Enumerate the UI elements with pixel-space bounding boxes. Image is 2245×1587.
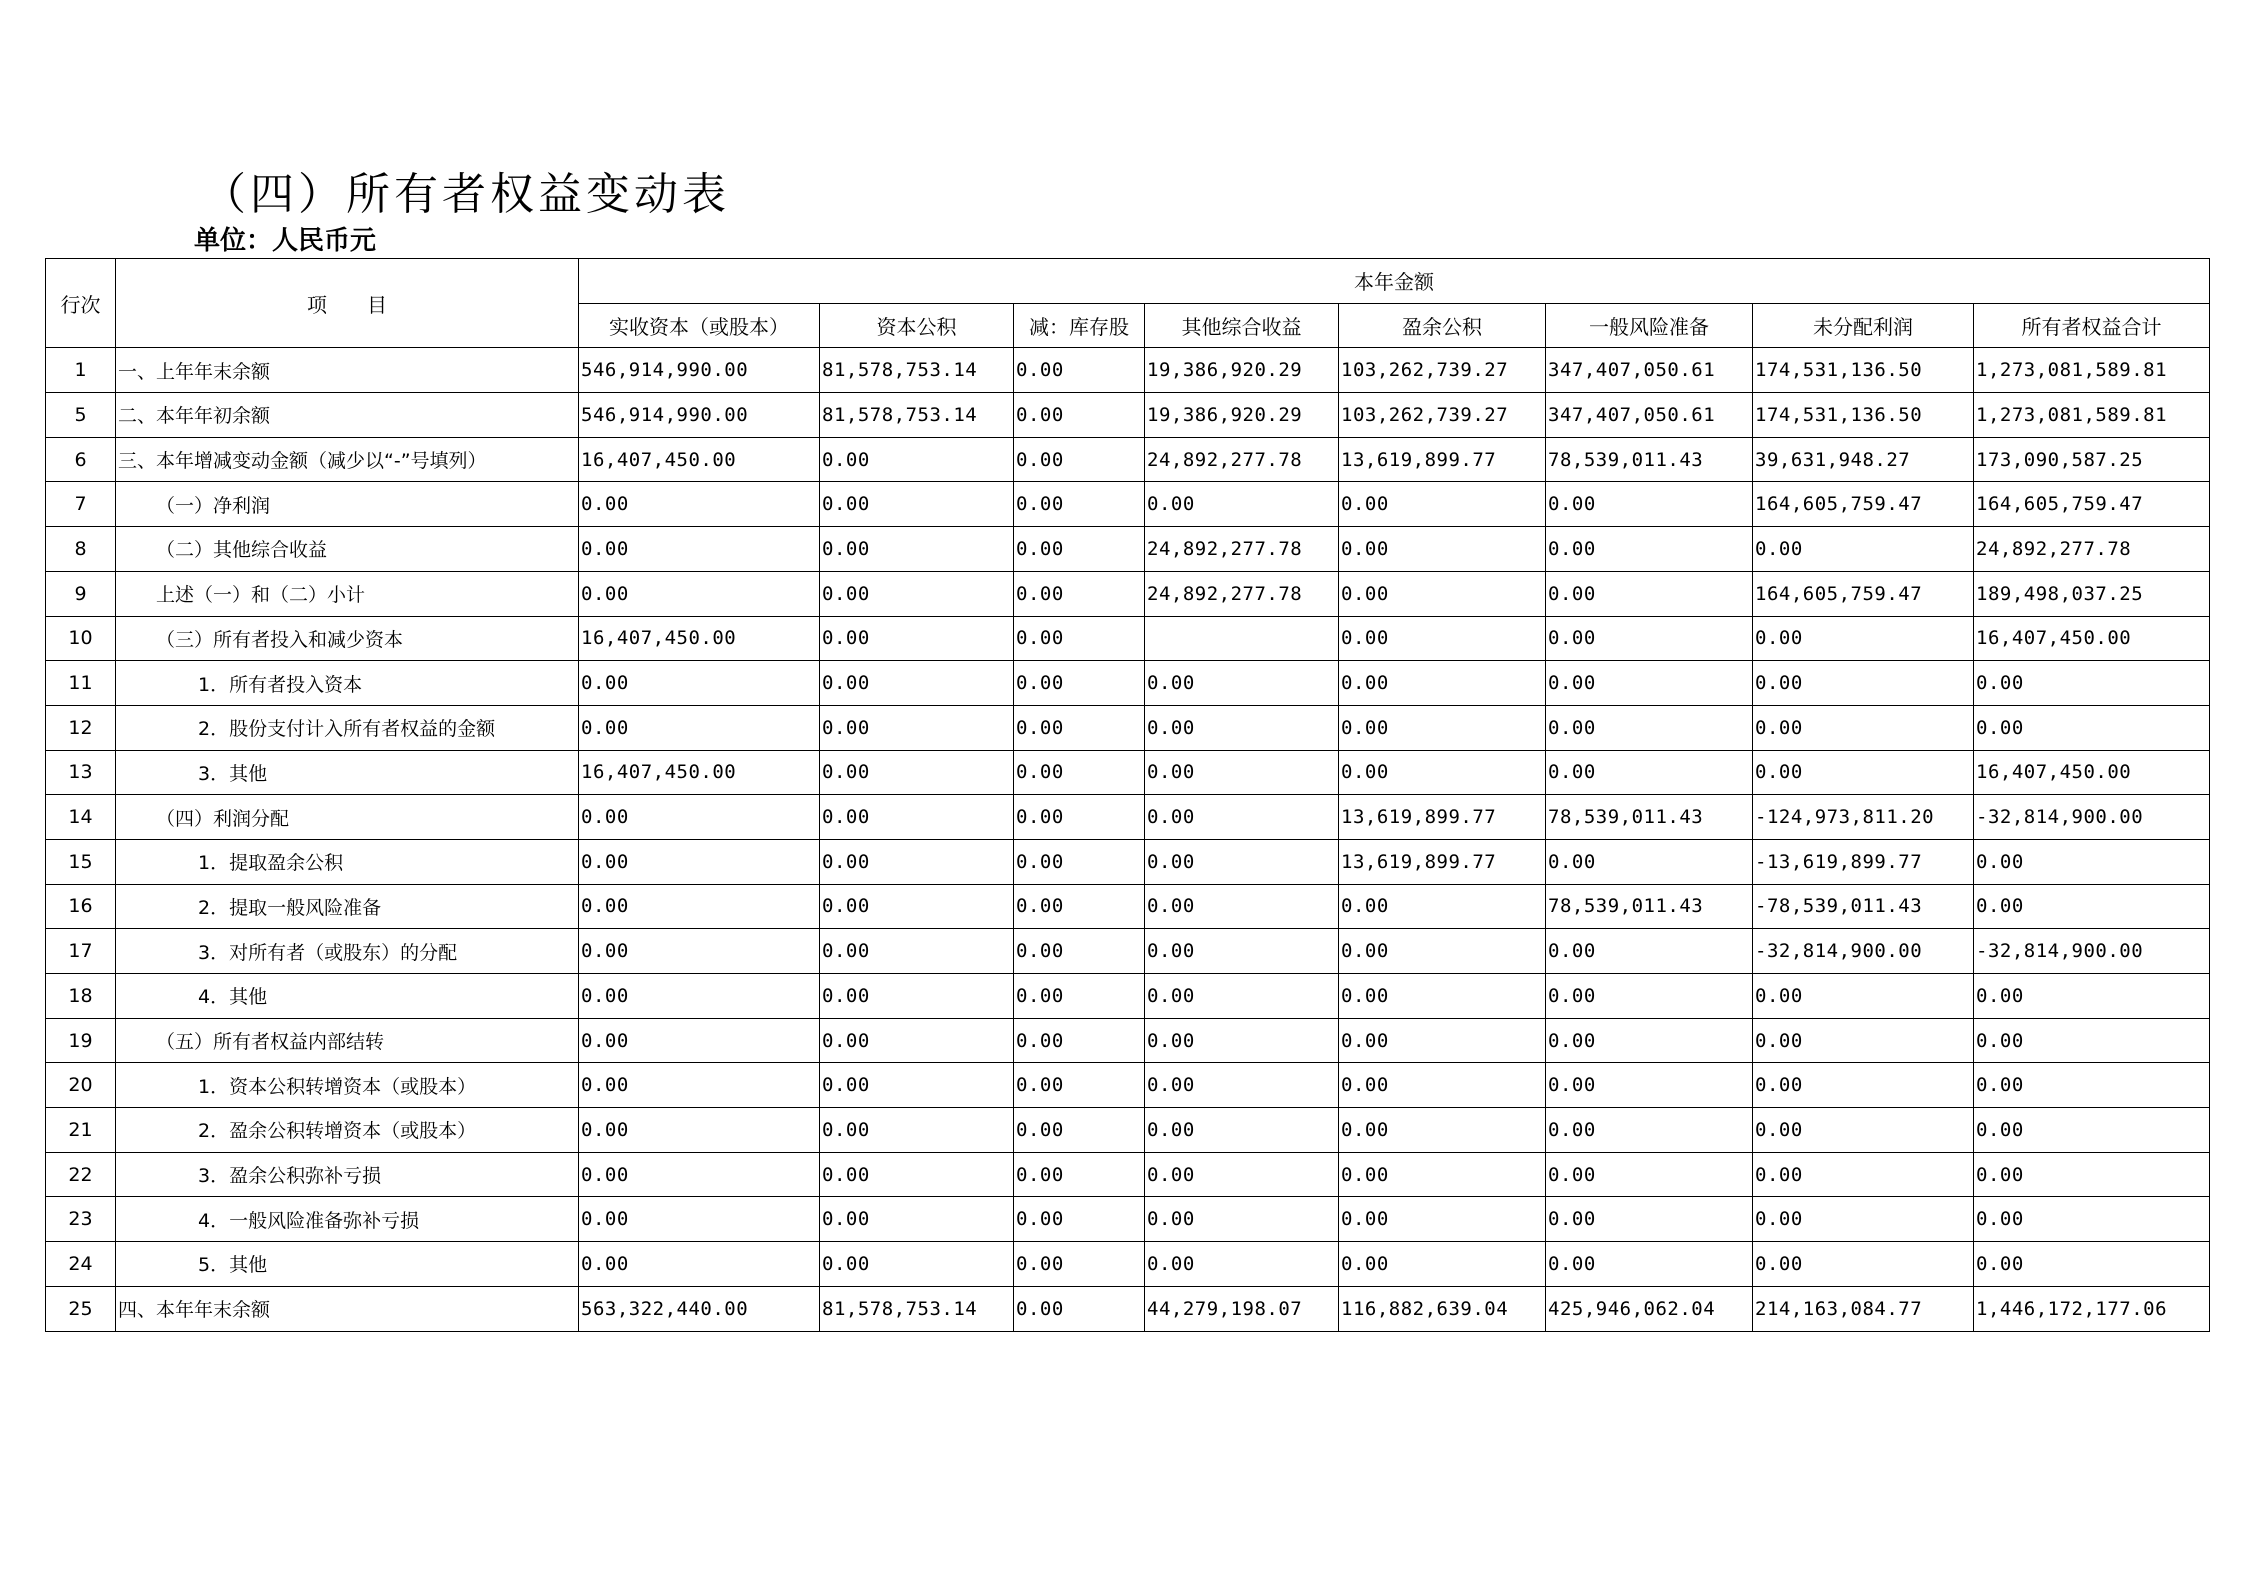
row-line-no: 1 — [46, 348, 116, 393]
cell-capital-reserve: 0.00 — [820, 795, 1014, 840]
row-line-no: 6 — [46, 437, 116, 482]
cell-total-equity: 1,273,081,589.81 — [1974, 393, 2210, 438]
cell-treasury-stock: 0.00 — [1014, 705, 1145, 750]
cell-capital-reserve: 0.00 — [820, 974, 1014, 1019]
cell-surplus-reserve: 0.00 — [1339, 974, 1546, 1019]
cell-general-risk-reserve: 0.00 — [1546, 974, 1753, 1019]
table-header — [46, 259, 2210, 348]
cell-surplus-reserve: 13,619,899.77 — [1339, 795, 1546, 840]
cell-capital-reserve: 0.00 — [820, 1152, 1014, 1197]
table-row — [46, 1242, 2210, 1287]
cell-undistributed-profit: 0.00 — [1753, 527, 1974, 572]
cell-capital-reserve: 0.00 — [820, 929, 1014, 974]
cell-paid-in-capital: 0.00 — [579, 1197, 820, 1242]
row-line-no: 17 — [46, 929, 116, 974]
cell-paid-in-capital: 16,407,450.00 — [579, 437, 820, 482]
cell-other-comprehensive-income: 0.00 — [1145, 705, 1339, 750]
cell-paid-in-capital: 0.00 — [579, 884, 820, 929]
cell-paid-in-capital: 0.00 — [579, 661, 820, 706]
cell-other-comprehensive-income: 44,279,198.07 — [1145, 1286, 1339, 1331]
cell-general-risk-reserve: 0.00 — [1546, 661, 1753, 706]
row-line-no: 25 — [46, 1286, 116, 1331]
cell-other-comprehensive-income: 0.00 — [1145, 1197, 1339, 1242]
table-row — [46, 1286, 2210, 1331]
cell-capital-reserve: 0.00 — [820, 482, 1014, 527]
cell-other-comprehensive-income: 0.00 — [1145, 1152, 1339, 1197]
cell-other-comprehensive-income: 0.00 — [1145, 974, 1339, 1019]
cell-total-equity: -32,814,900.00 — [1974, 795, 2210, 840]
cell-treasury-stock: 0.00 — [1014, 1108, 1145, 1153]
cell-general-risk-reserve: 78,539,011.43 — [1546, 795, 1753, 840]
cell-capital-reserve: 0.00 — [820, 1242, 1014, 1287]
row-line-no: 24 — [46, 1242, 116, 1287]
row-item-label: 四、本年年末余额 — [116, 1286, 579, 1331]
cell-other-comprehensive-income: 19,386,920.29 — [1145, 348, 1339, 393]
cell-general-risk-reserve: 0.00 — [1546, 1063, 1753, 1108]
cell-undistributed-profit: -13,619,899.77 — [1753, 839, 1974, 884]
cell-undistributed-profit: 0.00 — [1753, 750, 1974, 795]
cell-undistributed-profit: 174,531,136.50 — [1753, 348, 1974, 393]
row-line-no: 23 — [46, 1197, 116, 1242]
cell-paid-in-capital: 546,914,990.00 — [579, 348, 820, 393]
cell-paid-in-capital: 0.00 — [579, 795, 820, 840]
cell-total-equity: 0.00 — [1974, 661, 2210, 706]
cell-total-equity: 164,605,759.47 — [1974, 482, 2210, 527]
cell-paid-in-capital: 0.00 — [579, 482, 820, 527]
table-row — [46, 884, 2210, 929]
row-line-no: 8 — [46, 527, 116, 572]
header-current-year: 本年金额 — [579, 259, 2210, 304]
cell-general-risk-reserve: 0.00 — [1546, 482, 1753, 527]
cell-undistributed-profit: 0.00 — [1753, 1152, 1974, 1197]
row-line-no: 14 — [46, 795, 116, 840]
cell-treasury-stock: 0.00 — [1014, 1018, 1145, 1063]
row-line-no: 7 — [46, 482, 116, 527]
row-item-label: 2．盈余公积转增资本（或股本） — [116, 1108, 579, 1153]
cell-treasury-stock: 0.00 — [1014, 750, 1145, 795]
table-row — [46, 1063, 2210, 1108]
cell-treasury-stock: 0.00 — [1014, 661, 1145, 706]
row-line-no: 19 — [46, 1018, 116, 1063]
header-row-group — [46, 259, 2210, 304]
cell-surplus-reserve: 0.00 — [1339, 527, 1546, 572]
cell-capital-reserve: 0.00 — [820, 1108, 1014, 1153]
cell-total-equity: 1,273,081,589.81 — [1974, 348, 2210, 393]
cell-total-equity: 173,090,587.25 — [1974, 437, 2210, 482]
table-row — [46, 705, 2210, 750]
cell-treasury-stock: 0.00 — [1014, 437, 1145, 482]
cell-treasury-stock: 0.00 — [1014, 527, 1145, 572]
cell-total-equity: 0.00 — [1974, 1242, 2210, 1287]
cell-paid-in-capital: 0.00 — [579, 974, 820, 1019]
cell-general-risk-reserve: 0.00 — [1546, 750, 1753, 795]
cell-surplus-reserve: 0.00 — [1339, 929, 1546, 974]
cell-undistributed-profit: 39,631,948.27 — [1753, 437, 1974, 482]
header-item: 项 目 — [116, 259, 579, 348]
cell-paid-in-capital: 0.00 — [579, 839, 820, 884]
row-item-label: 5．其他 — [116, 1242, 579, 1287]
cell-general-risk-reserve: 78,539,011.43 — [1546, 437, 1753, 482]
cell-other-comprehensive-income: 24,892,277.78 — [1145, 527, 1339, 572]
cell-general-risk-reserve: 347,407,050.61 — [1546, 348, 1753, 393]
cell-general-risk-reserve: 0.00 — [1546, 1152, 1753, 1197]
row-item-label: 一、上年年末余额 — [116, 348, 579, 393]
cell-undistributed-profit: 0.00 — [1753, 1063, 1974, 1108]
cell-capital-reserve: 81,578,753.14 — [820, 1286, 1014, 1331]
cell-capital-reserve: 0.00 — [820, 839, 1014, 884]
row-item-label: 4．一般风险准备弥补亏损 — [116, 1197, 579, 1242]
cell-total-equity: 0.00 — [1974, 884, 2210, 929]
cell-capital-reserve: 0.00 — [820, 1197, 1014, 1242]
cell-other-comprehensive-income: 0.00 — [1145, 795, 1339, 840]
cell-treasury-stock: 0.00 — [1014, 1152, 1145, 1197]
header-paid-in-capital: 实收资本（或股本） — [579, 303, 820, 348]
cell-surplus-reserve: 0.00 — [1339, 616, 1546, 661]
cell-surplus-reserve: 0.00 — [1339, 884, 1546, 929]
row-item-label: 1．提取盈余公积 — [116, 839, 579, 884]
table-row — [46, 974, 2210, 1019]
cell-paid-in-capital: 0.00 — [579, 929, 820, 974]
row-item-label: 二、本年年初余额 — [116, 393, 579, 438]
cell-treasury-stock: 0.00 — [1014, 1197, 1145, 1242]
cell-total-equity: 16,407,450.00 — [1974, 616, 2210, 661]
cell-undistributed-profit: 0.00 — [1753, 1242, 1974, 1287]
cell-total-equity: 1,446,172,177.06 — [1974, 1286, 2210, 1331]
cell-total-equity: 0.00 — [1974, 1018, 2210, 1063]
row-item-label: 1．所有者投入资本 — [116, 661, 579, 706]
equity-change-table — [45, 258, 2210, 1332]
row-item-label: （一）净利润 — [116, 482, 579, 527]
row-line-no: 22 — [46, 1152, 116, 1197]
cell-capital-reserve: 0.00 — [820, 571, 1014, 616]
row-line-no: 21 — [46, 1108, 116, 1153]
row-item-label: 3．其他 — [116, 750, 579, 795]
cell-surplus-reserve: 103,262,739.27 — [1339, 393, 1546, 438]
cell-surplus-reserve: 0.00 — [1339, 1108, 1546, 1153]
cell-other-comprehensive-income: 0.00 — [1145, 1063, 1339, 1108]
cell-surplus-reserve: 0.00 — [1339, 482, 1546, 527]
cell-surplus-reserve: 0.00 — [1339, 1152, 1546, 1197]
cell-general-risk-reserve: 0.00 — [1546, 1108, 1753, 1153]
header-total-equity: 所有者权益合计 — [1974, 303, 2210, 348]
row-line-no: 5 — [46, 393, 116, 438]
cell-general-risk-reserve: 347,407,050.61 — [1546, 393, 1753, 438]
table-row — [46, 1108, 2210, 1153]
cell-paid-in-capital: 0.00 — [579, 571, 820, 616]
cell-capital-reserve: 81,578,753.14 — [820, 393, 1014, 438]
cell-treasury-stock: 0.00 — [1014, 1286, 1145, 1331]
cell-treasury-stock: 0.00 — [1014, 348, 1145, 393]
row-line-no: 12 — [46, 705, 116, 750]
cell-other-comprehensive-income: 0.00 — [1145, 482, 1339, 527]
cell-undistributed-profit: 164,605,759.47 — [1753, 571, 1974, 616]
cell-treasury-stock: 0.00 — [1014, 393, 1145, 438]
cell-paid-in-capital: 0.00 — [579, 1063, 820, 1108]
cell-general-risk-reserve: 0.00 — [1546, 705, 1753, 750]
cell-total-equity: 24,892,277.78 — [1974, 527, 2210, 572]
cell-paid-in-capital: 16,407,450.00 — [579, 616, 820, 661]
table-row — [46, 929, 2210, 974]
cell-treasury-stock: 0.00 — [1014, 1242, 1145, 1287]
cell-general-risk-reserve: 0.00 — [1546, 527, 1753, 572]
table-row — [46, 750, 2210, 795]
cell-treasury-stock: 0.00 — [1014, 974, 1145, 1019]
table-row — [46, 437, 2210, 482]
row-item-label: 3．盈余公积弥补亏损 — [116, 1152, 579, 1197]
cell-capital-reserve: 81,578,753.14 — [820, 348, 1014, 393]
row-item-label: （四）利润分配 — [116, 795, 579, 840]
page-title: （四）所有者权益变动表 — [202, 169, 730, 220]
cell-undistributed-profit: 0.00 — [1753, 1018, 1974, 1063]
cell-undistributed-profit: 0.00 — [1753, 661, 1974, 706]
cell-total-equity: 0.00 — [1974, 1108, 2210, 1153]
cell-paid-in-capital: 0.00 — [579, 1242, 820, 1287]
cell-other-comprehensive-income: 0.00 — [1145, 1108, 1339, 1153]
cell-paid-in-capital: 563,322,440.00 — [579, 1286, 820, 1331]
cell-undistributed-profit: -78,539,011.43 — [1753, 884, 1974, 929]
cell-surplus-reserve: 103,262,739.27 — [1339, 348, 1546, 393]
cell-paid-in-capital: 0.00 — [579, 1152, 820, 1197]
table-row — [46, 1152, 2210, 1197]
table-row — [46, 1018, 2210, 1063]
cell-undistributed-profit: 0.00 — [1753, 1197, 1974, 1242]
cell-general-risk-reserve: 0.00 — [1546, 616, 1753, 661]
cell-capital-reserve: 0.00 — [820, 884, 1014, 929]
cell-capital-reserve: 0.00 — [820, 616, 1014, 661]
cell-general-risk-reserve: 0.00 — [1546, 1018, 1753, 1063]
cell-paid-in-capital: 16,407,450.00 — [579, 750, 820, 795]
cell-surplus-reserve: 0.00 — [1339, 1063, 1546, 1108]
row-line-no: 11 — [46, 661, 116, 706]
header-other-comprehensive-income: 其他综合收益 — [1145, 303, 1339, 348]
cell-general-risk-reserve: 0.00 — [1546, 839, 1753, 884]
cell-capital-reserve: 0.00 — [820, 705, 1014, 750]
cell-total-equity: 0.00 — [1974, 974, 2210, 1019]
header-general-risk-reserve: 一般风险准备 — [1546, 303, 1753, 348]
cell-other-comprehensive-income: 0.00 — [1145, 1242, 1339, 1287]
table-row — [46, 482, 2210, 527]
row-line-no: 10 — [46, 616, 116, 661]
cell-total-equity: -32,814,900.00 — [1974, 929, 2210, 974]
cell-surplus-reserve: 0.00 — [1339, 1197, 1546, 1242]
table-row — [46, 527, 2210, 572]
row-item-label: （五）所有者权益内部结转 — [116, 1018, 579, 1063]
cell-total-equity: 16,407,450.00 — [1974, 750, 2210, 795]
cell-other-comprehensive-income: 19,386,920.29 — [1145, 393, 1339, 438]
cell-treasury-stock: 0.00 — [1014, 482, 1145, 527]
cell-other-comprehensive-income: 0.00 — [1145, 929, 1339, 974]
cell-capital-reserve: 0.00 — [820, 527, 1014, 572]
header-line-no: 行次 — [46, 259, 116, 348]
cell-total-equity: 189,498,037.25 — [1974, 571, 2210, 616]
cell-general-risk-reserve: 0.00 — [1546, 571, 1753, 616]
cell-capital-reserve: 0.00 — [820, 1018, 1014, 1063]
cell-undistributed-profit: -32,814,900.00 — [1753, 929, 1974, 974]
row-line-no: 16 — [46, 884, 116, 929]
cell-undistributed-profit: 0.00 — [1753, 616, 1974, 661]
cell-other-comprehensive-income: 0.00 — [1145, 839, 1339, 884]
cell-total-equity: 0.00 — [1974, 1197, 2210, 1242]
row-item-label: 2．股份支付计入所有者权益的金额 — [116, 705, 579, 750]
cell-surplus-reserve: 0.00 — [1339, 1018, 1546, 1063]
cell-paid-in-capital: 546,914,990.00 — [579, 393, 820, 438]
cell-treasury-stock: 0.00 — [1014, 616, 1145, 661]
cell-treasury-stock: 0.00 — [1014, 795, 1145, 840]
row-item-label: 3．对所有者（或股东）的分配 — [116, 929, 579, 974]
cell-general-risk-reserve: 0.00 — [1546, 1242, 1753, 1287]
row-line-no: 15 — [46, 839, 116, 884]
row-line-no: 9 — [46, 571, 116, 616]
table-row — [46, 661, 2210, 706]
cell-surplus-reserve: 13,619,899.77 — [1339, 839, 1546, 884]
cell-treasury-stock: 0.00 — [1014, 571, 1145, 616]
table-row — [46, 616, 2210, 661]
table-row — [46, 839, 2210, 884]
cell-undistributed-profit: -124,973,811.20 — [1753, 795, 1974, 840]
cell-paid-in-capital: 0.00 — [579, 1018, 820, 1063]
cell-surplus-reserve: 116,882,639.04 — [1339, 1286, 1546, 1331]
cell-undistributed-profit: 0.00 — [1753, 1108, 1974, 1153]
cell-undistributed-profit: 0.00 — [1753, 974, 1974, 1019]
cell-capital-reserve: 0.00 — [820, 437, 1014, 482]
cell-surplus-reserve: 0.00 — [1339, 1242, 1546, 1287]
cell-capital-reserve: 0.00 — [820, 661, 1014, 706]
cell-capital-reserve: 0.00 — [820, 1063, 1014, 1108]
row-item-label: （二）其他综合收益 — [116, 527, 579, 572]
row-line-no: 13 — [46, 750, 116, 795]
table-row — [46, 348, 2210, 393]
row-line-no: 20 — [46, 1063, 116, 1108]
cell-general-risk-reserve: 78,539,011.43 — [1546, 884, 1753, 929]
row-item-label: 三、本年增减变动金额（减少以“-”号填列） — [116, 437, 579, 482]
cell-other-comprehensive-income — [1145, 616, 1339, 661]
cell-treasury-stock: 0.00 — [1014, 1063, 1145, 1108]
cell-total-equity: 0.00 — [1974, 1063, 2210, 1108]
row-item-label: （三）所有者投入和减少资本 — [116, 616, 579, 661]
header-treasury-stock: 减：库存股 — [1014, 303, 1145, 348]
cell-other-comprehensive-income: 24,892,277.78 — [1145, 571, 1339, 616]
cell-undistributed-profit: 0.00 — [1753, 705, 1974, 750]
cell-surplus-reserve: 0.00 — [1339, 661, 1546, 706]
row-line-no: 18 — [46, 974, 116, 1019]
table-body — [46, 348, 2210, 1331]
header-capital-reserve: 资本公积 — [820, 303, 1014, 348]
row-item-label: 4．其他 — [116, 974, 579, 1019]
cell-undistributed-profit: 174,531,136.50 — [1753, 393, 1974, 438]
header-surplus-reserve: 盈余公积 — [1339, 303, 1546, 348]
cell-paid-in-capital: 0.00 — [579, 1108, 820, 1153]
row-item-label: 1．资本公积转增资本（或股本） — [116, 1063, 579, 1108]
cell-total-equity: 0.00 — [1974, 1152, 2210, 1197]
table-row — [46, 393, 2210, 438]
table-row — [46, 1197, 2210, 1242]
cell-treasury-stock: 0.00 — [1014, 839, 1145, 884]
cell-other-comprehensive-income: 0.00 — [1145, 661, 1339, 706]
cell-other-comprehensive-income: 0.00 — [1145, 1018, 1339, 1063]
cell-paid-in-capital: 0.00 — [579, 527, 820, 572]
cell-total-equity: 0.00 — [1974, 705, 2210, 750]
cell-treasury-stock: 0.00 — [1014, 929, 1145, 974]
cell-other-comprehensive-income: 0.00 — [1145, 884, 1339, 929]
cell-surplus-reserve: 0.00 — [1339, 705, 1546, 750]
row-item-label: 2．提取一般风险准备 — [116, 884, 579, 929]
currency-unit: 单位：人民币元 — [194, 226, 377, 256]
cell-surplus-reserve: 0.00 — [1339, 571, 1546, 616]
cell-general-risk-reserve: 0.00 — [1546, 1197, 1753, 1242]
table-row — [46, 795, 2210, 840]
cell-surplus-reserve: 13,619,899.77 — [1339, 437, 1546, 482]
cell-treasury-stock: 0.00 — [1014, 884, 1145, 929]
table-row — [46, 571, 2210, 616]
cell-undistributed-profit: 164,605,759.47 — [1753, 482, 1974, 527]
cell-other-comprehensive-income: 0.00 — [1145, 750, 1339, 795]
cell-general-risk-reserve: 0.00 — [1546, 929, 1753, 974]
cell-capital-reserve: 0.00 — [820, 750, 1014, 795]
cell-paid-in-capital: 0.00 — [579, 705, 820, 750]
cell-total-equity: 0.00 — [1974, 839, 2210, 884]
row-item-label: 上述（一）和（二）小计 — [116, 571, 579, 616]
cell-surplus-reserve: 0.00 — [1339, 750, 1546, 795]
cell-other-comprehensive-income: 24,892,277.78 — [1145, 437, 1339, 482]
cell-undistributed-profit: 214,163,084.77 — [1753, 1286, 1974, 1331]
header-undistributed-profit: 未分配利润 — [1753, 303, 1974, 348]
cell-general-risk-reserve: 425,946,062.04 — [1546, 1286, 1753, 1331]
